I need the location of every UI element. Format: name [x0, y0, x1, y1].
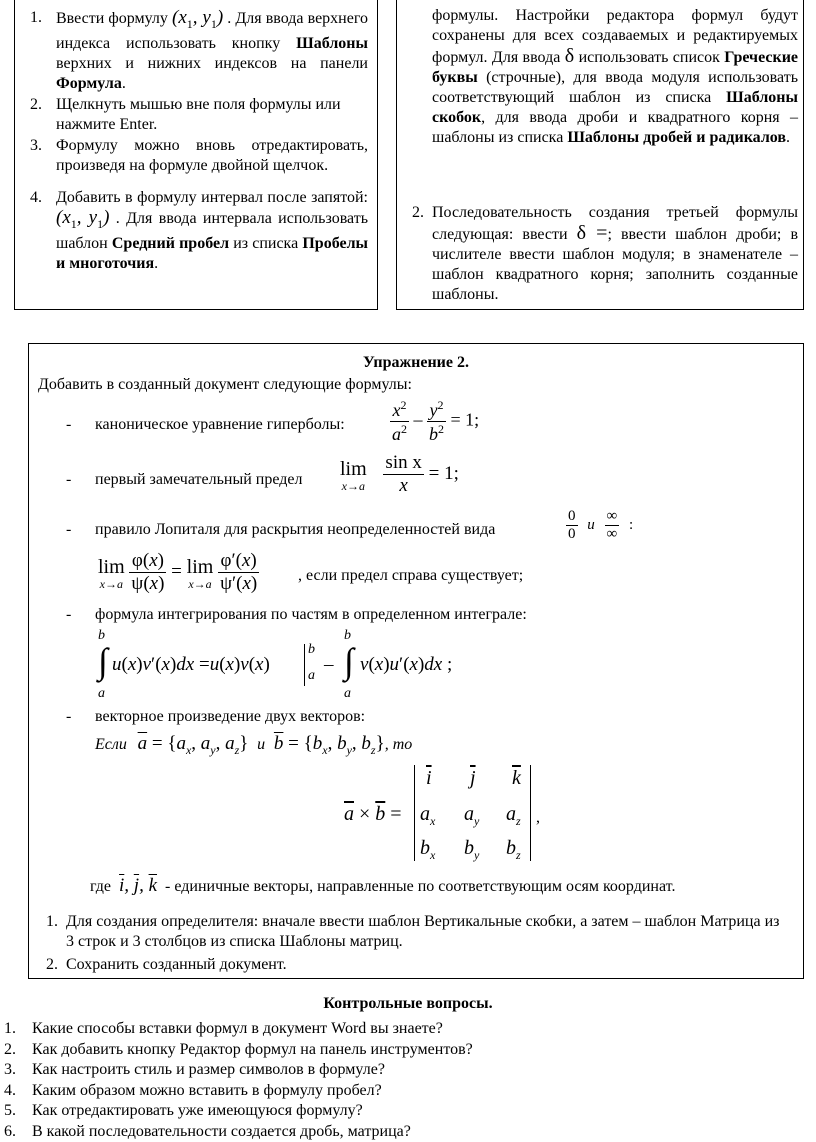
bullet-2-text: первый замечательный предел	[95, 471, 303, 488]
exercise-intro: Добавить в созданный документ следующие формулы:	[38, 376, 412, 393]
tl-item-3	[30, 136, 368, 176]
det-k: $\overline{k}$	[512, 767, 521, 789]
tr-mid2: , для ввода дроби и квадратного корня – шаблоны из списка	[432, 109, 798, 146]
tl-item-3-text: Формулу можно вновь отредактировать, произведя на формуле двойной щелчок.	[56, 137, 368, 174]
where-word: где	[90, 878, 112, 895]
lim-word-3: lim	[186, 555, 214, 578]
question-text: Какие способы вставки формул в документ Word вы знаете?	[32, 1020, 443, 1037]
questions-title: Контрольные вопросы.	[323, 995, 493, 1012]
question-num: 4.	[4, 1081, 16, 1099]
tr-after-delta: использовать список	[578, 49, 720, 66]
tl-formula-2: ($x_1$, $y_1$)	[56, 207, 110, 231]
det-ay: $a_y$	[464, 803, 480, 828]
question-item	[4, 1019, 804, 1040]
lhopital-condition: , если предел справа существует;	[298, 567, 524, 584]
tl-item-4-text-b: . Для ввода интервала использовать шаблон	[56, 210, 369, 252]
question-item	[4, 1101, 804, 1122]
tl-item-3-num: 3.	[30, 137, 42, 154]
eval-bar	[304, 644, 305, 686]
unit-vectors-text: - единичные векторы, направленные по соответствующим осям координат.	[165, 878, 676, 895]
int-lower-1: a	[98, 686, 105, 701]
bullet-5-text: векторное произведение двух векторов:	[95, 708, 366, 725]
step-1-text: Для создания определителя: вначале ввести шаблон Вертикальные скобки, а затем – шаблон Матрица из 3 строк и 3 столбцов из списка Шаблоны матриц.	[66, 913, 780, 950]
unit-vectors: $\overline{i}$, $\overline{j}$, $\overline{k}$	[119, 875, 158, 896]
tl-item-1-text-b: . Для ввода верхнего индекса использовать кнопку	[56, 10, 369, 52]
tr-item-2-formula: δ =	[576, 222, 608, 244]
det-i: $\overline{i}$	[426, 767, 432, 789]
tl-item-2	[30, 95, 368, 135]
step-2-text: Сохранить созданный документ.	[66, 956, 287, 973]
tr-paragraph	[432, 6, 798, 148]
question-item	[4, 1081, 804, 1102]
exercise-step-2	[46, 955, 786, 975]
tl-item-1-end: .	[121, 74, 126, 92]
step-2-num: 2.	[46, 956, 58, 973]
bullet-dash-5: -	[66, 708, 72, 725]
int-lower-2: a	[344, 686, 351, 701]
tl-item-4-text-a: Добавить в формулу интервал после запятой:	[56, 189, 368, 206]
hyperbola-formula: $\frac{x^2}{a^2}$ – $\frac{y^2}{b^2}$ = 1;	[392, 398, 480, 444]
det-bx: $b_x$	[420, 837, 436, 862]
det-comma: ,	[536, 809, 540, 826]
question-num: 2.	[4, 1040, 16, 1058]
tr-lead: формулы. Настройки редактора формул будут сохранены для всех создаваемых и редактируемых формул. Для ввода	[432, 7, 798, 66]
int-upper-1: b	[98, 628, 105, 643]
lhopital-formula: lim x→a $\frac{\varphi(x)}{\psi(x)}$ = lim x→a $\frac{\varphi'(x)}{\psi'(x)}$	[98, 550, 258, 594]
lim-word-1: lim	[340, 457, 367, 480]
question-text: В какой последовательности создается дробь, матрица?	[32, 1122, 411, 1140]
questions-list	[4, 1019, 804, 1142]
tl-item-4-bold1: Средний пробел	[111, 234, 230, 252]
tr-mid: (строчные), для ввода модуля использовать соответствующий шаблон из списка	[432, 69, 799, 106]
det-right-bar	[530, 765, 531, 861]
tl-item-1-num: 1.	[30, 9, 42, 26]
bullet-dash-4: -	[66, 606, 72, 623]
tr-end: .	[786, 129, 791, 146]
bullet-1-text: каноническое уравнение гиперболы:	[95, 416, 345, 433]
integral-sign-2: ∫	[344, 641, 354, 681]
det-bz: $b_z$	[506, 837, 521, 862]
question-num: 3.	[4, 1061, 16, 1078]
sin-numerator: sin x	[385, 452, 422, 473]
if-word: Если	[95, 736, 127, 753]
tl-item-4-end: .	[154, 254, 159, 272]
vectors-definition: Если $\overline{a} = \{a_x$, $a_y$, $a_z$} и $\overline{b} = \{b_x$, $b_y$, $b_z$}, то	[95, 733, 413, 757]
exercise-step-1	[46, 912, 786, 952]
question-num: 5.	[4, 1102, 16, 1119]
eval-upper: b	[308, 642, 315, 657]
question-item	[4, 1060, 804, 1081]
remarkable-limit-formula: lim x→a $\frac{\text{sin x}}{x}$ = 1;	[340, 452, 459, 496]
question-text: Каким образом можно вставить в формулу пробел?	[32, 1081, 382, 1099]
question-item	[4, 1040, 804, 1061]
cross-lhs: $\overline{a} \times \overline{b}$ =	[344, 803, 402, 825]
tr-item-2-num: 2.	[412, 204, 424, 221]
and-italic-1: и	[587, 516, 595, 533]
question-text: Как добавить кнопку Редактор формул на панель инструментов?	[32, 1040, 473, 1058]
question-num: 1.	[4, 1020, 16, 1037]
tl-item-4-text-c: из списка	[233, 234, 299, 252]
det-az: $a_z$	[506, 803, 521, 828]
then-word: , то	[384, 736, 413, 753]
tl-item-4-bold2: Пробелы и многоточия	[56, 234, 369, 272]
tl-item-2-num: 2.	[30, 96, 42, 113]
tl-item-2-text: Щелкнуть мышью вне поля формулы или нажмите Enter.	[56, 96, 341, 133]
tl-item-4-num: 4.	[30, 189, 42, 206]
question-text: Как настроить стиль и размер символов в формуле?	[32, 1061, 385, 1078]
unit-vectors-line	[90, 876, 675, 897]
bullet-3-text: правило Лопиталя для раскрытия неопределенностей вида	[95, 521, 496, 538]
tr-item-2-text-a: Последовательность создания третьей формулы следующая: ввести	[432, 204, 798, 243]
int-expr-1: u(x)v′(x)dx =u(x)v(x)	[112, 654, 270, 675]
eval-lower: a	[308, 668, 315, 683]
det-left-bar	[414, 765, 415, 861]
tr-bold-brackets: Шаблоны скобок	[432, 89, 799, 126]
cross-product-formula	[344, 763, 564, 863]
tr-bold-greek: Греческие буквы	[432, 49, 799, 86]
det-j: $\overline{j}$	[470, 767, 476, 789]
tr-item-2	[412, 203, 798, 305]
question-text: Как отредактировать уже имеющуюся формулу?	[32, 1102, 363, 1119]
question-item	[4, 1122, 804, 1142]
det-ax: $a_x$	[420, 803, 436, 828]
int-expr-2: v(x)u′(x)dx ;	[360, 654, 453, 675]
tl-item-1	[30, 8, 368, 94]
tl-item-1-bold1: Шаблоны	[296, 34, 368, 52]
int-minus: –	[324, 654, 334, 675]
indeterminate-forms: $\frac{0}{0}$ и $\frac{\infty}{\infty}$ :	[568, 508, 634, 542]
tr-item-2-text-b: ; ввести шаблон дроби; в числителе ввести шаблон модуля; в знаменателе – шаблон квадратного корня; заполнить созданные шаблоны.	[432, 226, 798, 303]
delta-symbol: δ	[564, 45, 575, 67]
and-word: и	[257, 736, 266, 753]
tl-item-1-bold2: Формула	[56, 74, 122, 92]
integration-by-parts-formula	[98, 628, 518, 703]
det-by: $b_y$	[464, 837, 480, 862]
bullet-dash-3: -	[66, 521, 72, 538]
exercise-title: Упражнение 2.	[362, 354, 469, 371]
tl-item-4	[30, 188, 368, 274]
int-upper-2: b	[344, 628, 351, 643]
bullet-4-text: формула интегрирования по частям в определенном интеграле:	[95, 606, 527, 623]
tl-formula-1: ($x_1$, $y_1$)	[172, 7, 224, 31]
bullet-dash-1: -	[66, 416, 72, 433]
integral-sign-1: ∫	[98, 641, 108, 681]
tl-item-1-text-a: Ввести формулу	[56, 10, 168, 27]
lim-word-2: lim	[98, 555, 125, 578]
bullet-dash-2: -	[66, 471, 72, 488]
tr-bold-fractions: Шаблоны дробей и радикалов	[567, 129, 787, 146]
step-1-num: 1.	[46, 913, 58, 930]
tl-item-1-text-c: верхних и нижних индексов на панели	[56, 54, 368, 72]
question-num: 6.	[4, 1122, 16, 1140]
